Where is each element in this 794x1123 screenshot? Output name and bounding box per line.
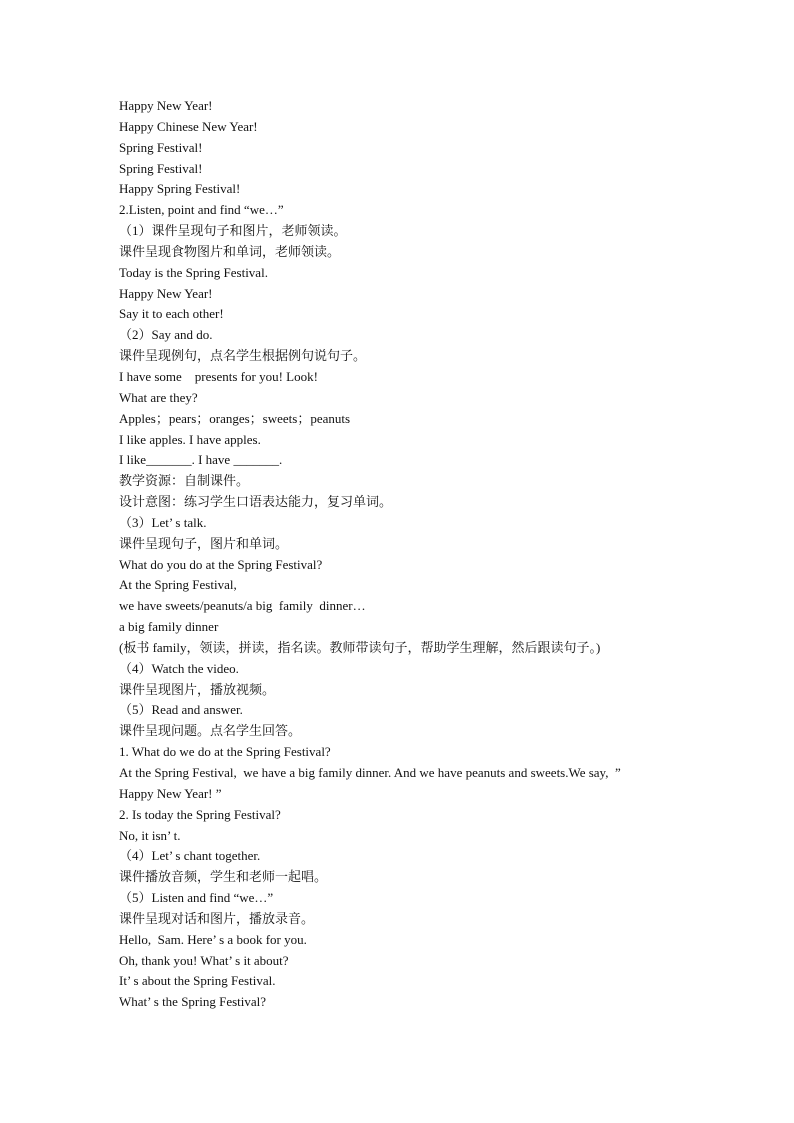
text-line: 课件呈现对话和图片，播放录音。	[119, 910, 315, 926]
text-line: 2. Is today the Spring Festival?	[119, 806, 281, 822]
text-line: 课件播放音频，学生和老师一起唱。	[119, 869, 328, 885]
text-line: 课件呈现问题。点名学生回答。	[119, 723, 302, 739]
step-heading: （2）Say and do.	[119, 327, 213, 343]
text-line: Happy New Year! ”	[119, 785, 222, 801]
step-heading: （4）Watch the video.	[119, 660, 239, 676]
step-heading: （5）Listen and find “we…”	[119, 890, 274, 906]
text-line: I like_______. I have _______.	[119, 452, 283, 468]
document-body	[119, 96, 679, 1013]
text-line: (板书 family，领读，拼读，指名读。教师带读句子，帮助学生理解，然后跟读句子。)	[119, 639, 601, 655]
text-line: What do you do at the Spring Festival?	[119, 556, 323, 572]
step-heading: （4）Let’ s chant together.	[119, 848, 261, 864]
text-line: Happy Chinese New Year!	[119, 118, 258, 134]
text-line: Apples；pears；oranges；sweets；peanuts	[119, 410, 351, 426]
text-line: Happy New Year!	[119, 98, 213, 113]
text-line: 课件呈现句子，图片和单词。	[119, 535, 289, 551]
text-line: Spring Festival!	[119, 160, 203, 176]
text-line: we have sweets/peanuts/a big family dinner…	[119, 598, 366, 614]
text-line: Happy New Year!	[119, 285, 213, 301]
text-line: It’ s about the Spring Festival.	[119, 973, 276, 989]
step-heading: （5）Read and answer.	[119, 702, 243, 718]
text-line: No, it isn’ t.	[119, 827, 181, 843]
text-line: At the Spring Festival, we have a big family dinner. And we have peanuts and sweets.We say, ”	[119, 765, 621, 780]
text-line: （1）课件呈现句子和图片，老师领读。	[119, 223, 347, 239]
text-line: Say it to each other!	[119, 306, 224, 322]
text-line: What are they?	[119, 389, 198, 405]
text-line: I have some presents for you! Look!	[119, 368, 318, 384]
text-line: I like apples. I have apples.	[119, 431, 261, 447]
text-line: Spring Festival!	[119, 139, 203, 155]
text-line: Oh, thank you! What’ s it about?	[119, 952, 289, 968]
section-heading: 2.Listen, point and find “we…”	[119, 202, 284, 218]
text-line: 课件呈现例句，点名学生根据例句说句子。	[119, 348, 367, 364]
text-line: 1. What do we do at the Spring Festival?	[119, 744, 331, 760]
text-line: Today is the Spring Festival.	[119, 264, 268, 280]
text-line: a big family dinner	[119, 619, 219, 635]
step-heading: （3）Let’ s talk.	[119, 514, 207, 530]
text-line: What’ s the Spring Festival?	[119, 994, 267, 1010]
text-line: 课件呈现图片，播放视频。	[119, 681, 276, 697]
text-line: 教学资源：自制课件。	[119, 473, 250, 489]
text-line: 设计意图：练习学生口语表达能力，复习单词。	[119, 494, 393, 510]
text-line: Hello, Sam. Here’ s a book for you.	[119, 931, 307, 947]
text-line: At the Spring Festival,	[119, 577, 237, 593]
text-line: 课件呈现食物图片和单词，老师领读。	[119, 243, 341, 259]
text-line: Happy Spring Festival!	[119, 181, 241, 197]
